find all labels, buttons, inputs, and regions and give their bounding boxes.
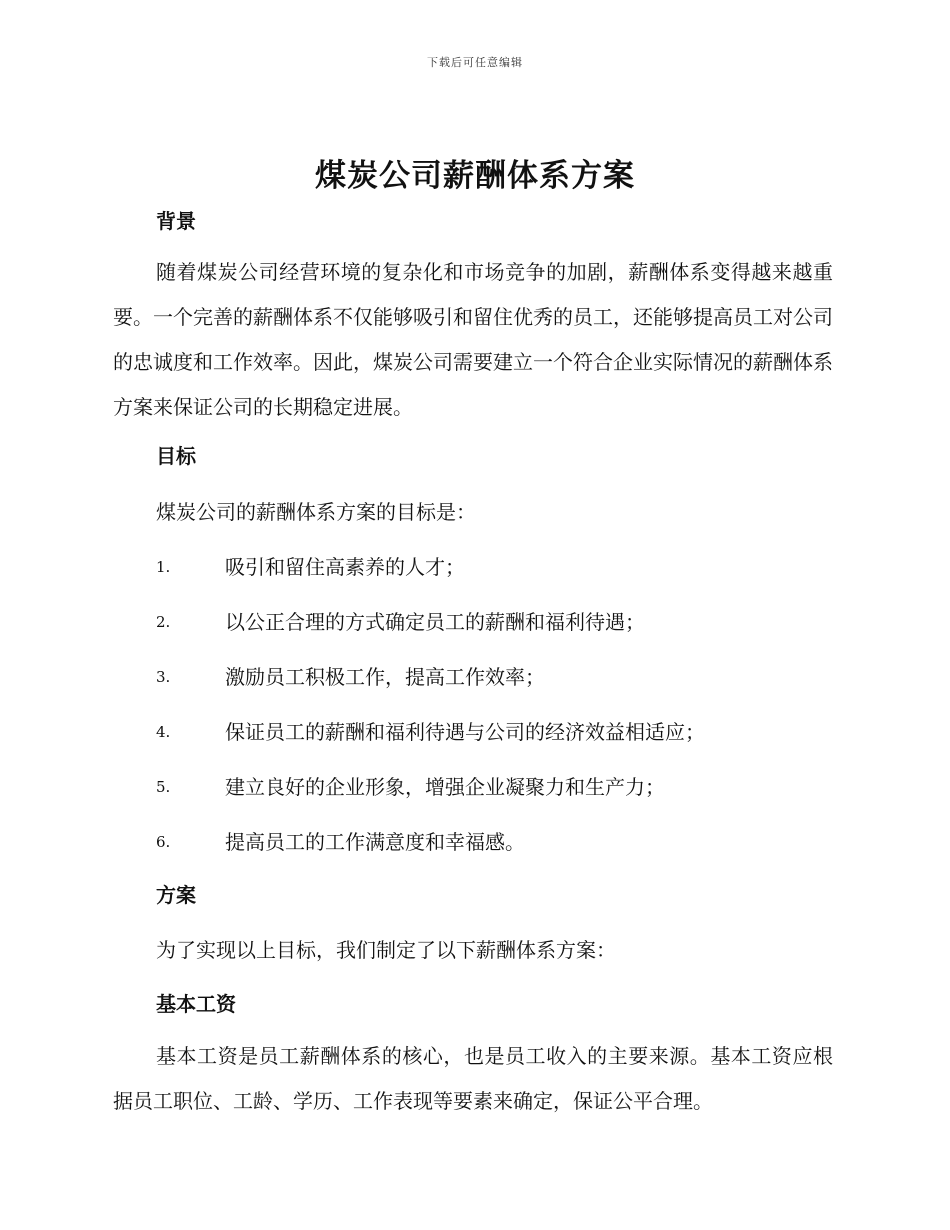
section-heading-background: 背景 xyxy=(156,209,196,233)
background-paragraph: 随着煤炭公司经营环境的复杂化和市场竞争的加剧，薪酬体系变得越来越重要。一个完善的薪酬体系不仅能够吸引和留住优秀的员工，还能够提高员工对公司的忠诚度和工作效率。因此，煤炭公司需要建立一个符合企业实际情况的薪酬体系方案来保证公司的长期稳定进展。 xyxy=(113,260,833,419)
page-header: 下载后可任意编辑 xyxy=(427,56,523,69)
list-item-number: 5. xyxy=(156,778,171,796)
goals-intro: 煤炭公司的薪酬体系方案的目标是： xyxy=(156,500,476,524)
list-item-number: 1. xyxy=(156,558,171,576)
list-item-text: 保证员工的薪酬和福利待遇与公司的经济效益相适应； xyxy=(225,720,705,744)
list-item-text: 提高员工的工作满意度和幸福感。 xyxy=(225,830,525,854)
list-item-number: 2. xyxy=(156,613,171,631)
list-item-text: 以公正合理的方式确定员工的薪酬和福利待遇； xyxy=(225,610,645,634)
list-item-number: 6. xyxy=(156,833,171,851)
section-heading-base-salary: 基本工资 xyxy=(156,992,236,1016)
plan-intro: 为了实现以上目标，我们制定了以下薪酬体系方案： xyxy=(156,938,616,962)
section-heading-goals: 目标 xyxy=(156,444,196,468)
section-heading-plan: 方案 xyxy=(156,883,196,907)
base-salary-paragraph: 基本工资是员工薪酬体系的核心，也是员工收入的主要来源。基本工资应根据员工职位、工龄、学历、工作表现等要素来确定，保证公平合理。 xyxy=(113,1044,833,1113)
document-title: 煤炭公司薪酬体系方案 xyxy=(315,158,635,194)
list-item-text: 建立良好的企业形象，增强企业凝聚力和生产力； xyxy=(225,775,665,799)
list-item-number: 3. xyxy=(156,668,171,686)
list-item-number: 4. xyxy=(156,723,171,741)
list-item-text: 激励员工积极工作，提高工作效率； xyxy=(225,665,545,689)
list-item-text: 吸引和留住高素养的人才； xyxy=(225,555,465,579)
